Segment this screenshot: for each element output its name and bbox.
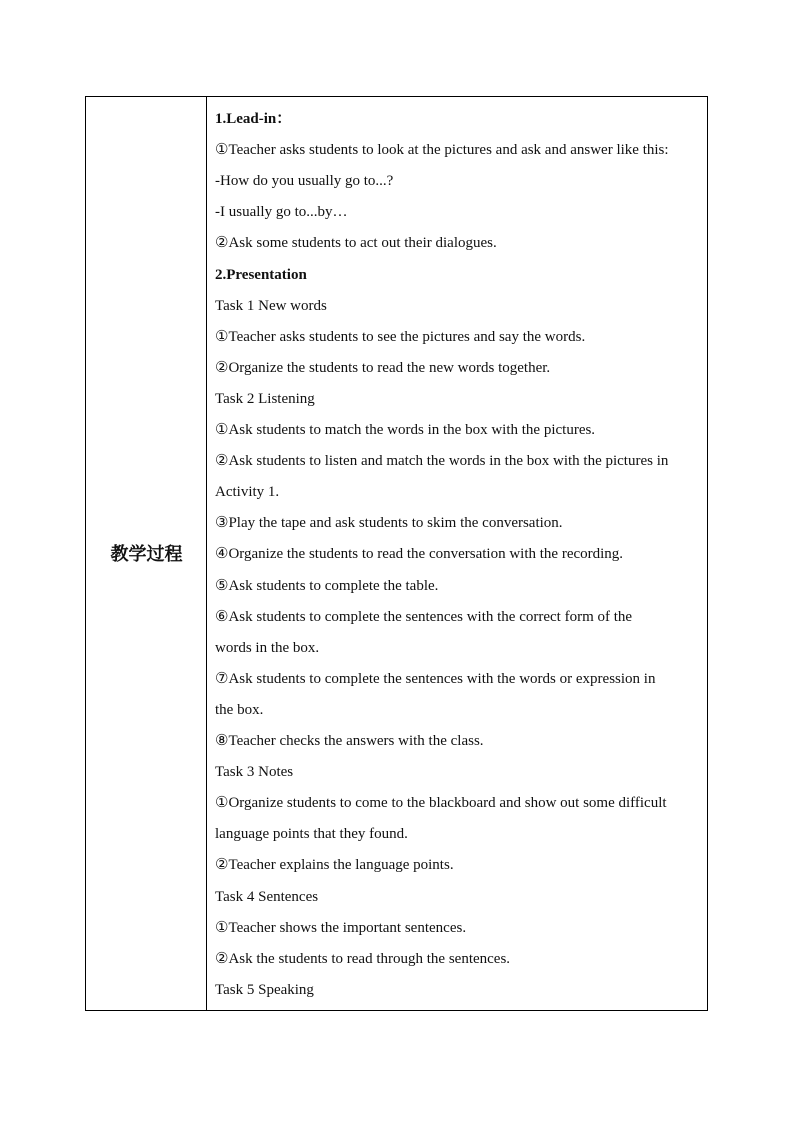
procedure-content-cell <box>207 97 707 1010</box>
content-line: Task 2 Listening <box>215 390 315 407</box>
lesson-table <box>85 96 708 1011</box>
content-line: ②Ask some students to act out their dialogues. <box>215 235 497 252</box>
content-line: ②Ask students to listen and match the words in the box with the pictures in <box>215 453 669 470</box>
content-line: ②Organize the students to read the new words together. <box>215 359 551 376</box>
content-line: ①Teacher asks students to see the pictures and say the words. <box>215 328 586 345</box>
section-label-cell <box>86 97 207 1010</box>
section-label: 教学过程 <box>110 544 183 565</box>
content-line: ③Play the tape and ask students to skim the conversation. <box>215 515 563 532</box>
section-heading: 1.Lead-in： <box>215 111 292 127</box>
content-line: ⑦Ask students to complete the sentences with the words or expression in <box>215 670 656 687</box>
section-heading: 2.Presentation <box>215 266 307 283</box>
content-line: ⑤Ask students to complete the table. <box>215 577 439 594</box>
content-line: Task 1 New words <box>215 297 327 314</box>
content-line: ①Teacher shows the important sentences. <box>215 919 467 936</box>
content-line: ②Teacher explains the language points. <box>215 857 454 874</box>
content-line: Activity 1. <box>215 484 280 501</box>
content-line: -How do you usually go to...? <box>215 173 394 190</box>
content-line: Task 5 Speaking <box>215 981 314 998</box>
content-line: ①Organize students to come to the blackboard and show out some difficult <box>215 795 667 812</box>
content-line: the box. <box>215 701 264 718</box>
content-line: Task 3 Notes <box>215 764 294 781</box>
content-line: ①Ask students to match the words in the box with the pictures. <box>215 422 596 438</box>
content-line: words in the box. <box>215 639 320 656</box>
content-line: ④Organize the students to read the conversation with the recording. <box>215 546 624 563</box>
content-line: -I usually go to...by… <box>215 204 348 221</box>
content-line: ⑥Ask students to complete the sentences with the correct form of the <box>215 608 633 625</box>
content-line: language points that they found. <box>215 826 408 843</box>
content-line: Task 4 Sentences <box>215 888 319 905</box>
content-line: ①Teacher asks students to look at the pictures and ask and answer like this: <box>215 142 669 159</box>
content-line: ⑧Teacher checks the answers with the class. <box>215 733 484 749</box>
content-line: ②Ask the students to read through the sentences. <box>215 950 511 967</box>
